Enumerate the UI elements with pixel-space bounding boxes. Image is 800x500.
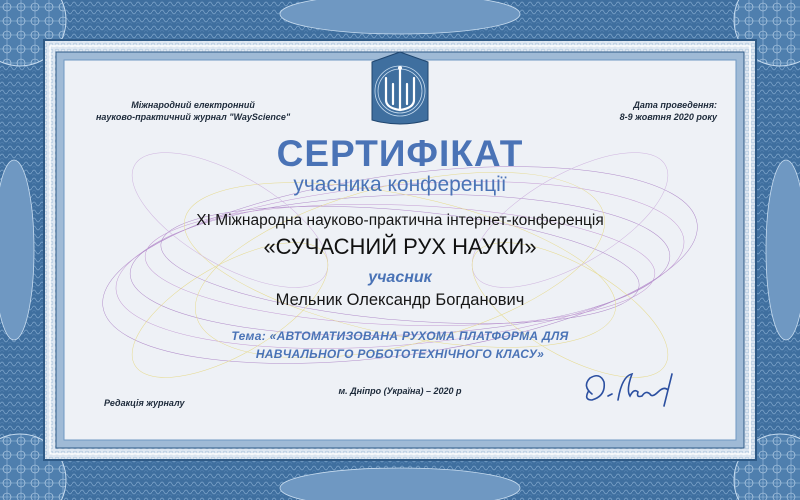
event-date-label: Дата проведення:	[633, 100, 717, 110]
topic-line-2: НАВЧАЛЬНОГО РОБОТОТЕХНІЧНОГО КЛАСУ»	[255, 347, 545, 361]
event-date	[620, 99, 717, 123]
participant-name: Мельник Олександр Богданович	[275, 291, 525, 309]
city-year: м. Дніпро (Україна) – 2020 р	[338, 386, 462, 396]
ukrainian-trident-emblem-icon	[372, 52, 428, 124]
editorial-board-label: Редакція журналу	[104, 398, 185, 408]
conference-description: XI Міжнародна науково-практична інтернет-конференція	[196, 212, 604, 229]
journal-name	[96, 99, 290, 123]
topic-line-1: Тема: «АВТОМАТИЗОВАНА РУХОМА ПЛАТФОРМА ДЛЯ	[231, 329, 569, 343]
paper-topic	[0, 327, 800, 363]
event-date-value: 8-9 жовтня 2020 року	[619, 112, 717, 122]
journal-line-1: Міжнародний електронний	[131, 100, 255, 110]
journal-line-2: науково-практичний журнал "WayScience"	[96, 112, 291, 122]
certificate-subtitle: учасника конференції	[293, 173, 507, 196]
certificate-title: СЕРТИФІКАТ	[276, 133, 524, 174]
handwritten-signature-icon	[578, 366, 688, 410]
conference-name: «СУЧАСНИЙ РУХ НАУКИ»	[263, 234, 537, 259]
participant-role: учасник	[368, 269, 432, 286]
